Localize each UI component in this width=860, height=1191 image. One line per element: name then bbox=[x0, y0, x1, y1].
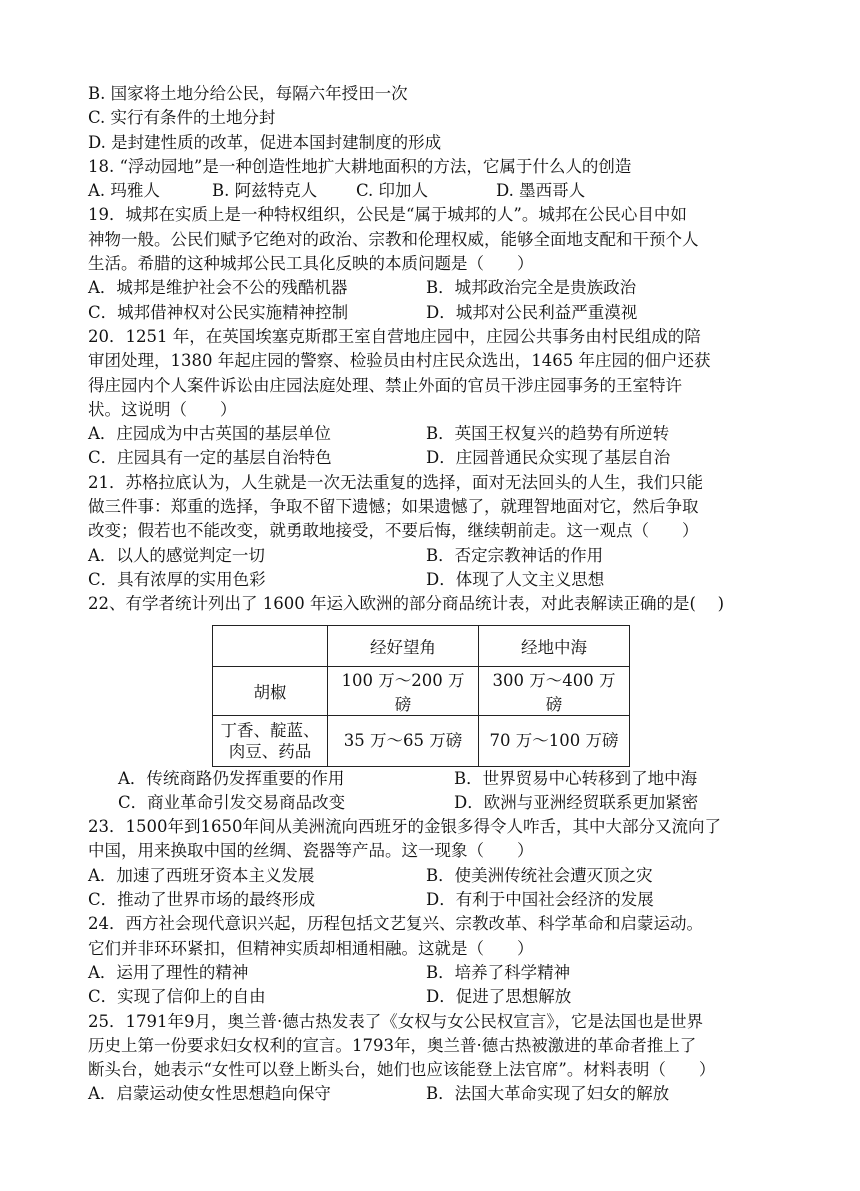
q20-stem-line-4: 状。这说明（ ） bbox=[88, 399, 237, 419]
q25-stem-line-3: 断头台，她表示“女性可以登上断头台，她们也应该能登上法官席”。材料表明（ ） bbox=[88, 1060, 716, 1080]
q20-options-ab bbox=[88, 422, 778, 446]
q22-option-d: D．欧洲与亚洲经贸联系更加紧密 bbox=[454, 792, 699, 812]
q19-option-c: C．城邦借神权对公民实施精神控制 bbox=[88, 302, 349, 322]
q19-option-d: D．城邦对公民利益严重漠视 bbox=[426, 302, 638, 322]
table-header-row bbox=[213, 625, 630, 666]
q18-option-b: B. 阿兹特克人 bbox=[212, 181, 318, 201]
q23-stem-line-2: 中国，用来换取中国的丝绸、瓷器等产品。这一现象（ ） bbox=[88, 841, 534, 861]
q19-stem-line-1: 19．城邦在实质上是一种特权组织，公民是“属于城邦的人”。城邦在公民心目中如 bbox=[88, 205, 687, 225]
table-header-cell: 经地中海 bbox=[479, 625, 630, 666]
q18-stem: 18. “浮动园地”是一种创造性地扩大耕地面积的方法，它属于什么人的创造 bbox=[88, 156, 632, 176]
commodity-table-wrap bbox=[212, 625, 778, 767]
q21-option-d: D．体现了人文主义思想 bbox=[426, 569, 605, 589]
q23-option-a: A．加速了西班牙资本主义发展 bbox=[88, 865, 315, 885]
q22-stem: 22、有学者统计列出了 1600 年运入欧洲的部分商品统计表，对此表解读正确的是( ) bbox=[88, 594, 725, 614]
table-cell: 300 万～400 万磅 bbox=[479, 666, 630, 715]
table-cell: 70 万～100 万磅 bbox=[479, 715, 630, 766]
q21-option-b: B．否定宗教神话的作用 bbox=[426, 545, 604, 565]
q25-option-b: B．法国大革命实现了妇女的解放 bbox=[426, 1084, 670, 1104]
q23-stem-line-1: 23．1500年到1650年间从美洲流向西班牙的金银多得令人咋舌，其中大部分又流向了 bbox=[88, 817, 721, 837]
q24-option-c: C．实现了信仰上的自由 bbox=[88, 987, 266, 1007]
q24-options-cd bbox=[88, 985, 778, 1009]
table-cell: 胡椒 bbox=[213, 666, 328, 715]
q25-stem-line-1: 25．1791年9月，奥兰普·德古热发表了《女权与女公民权宣言》，它是法国也是世界 bbox=[88, 1011, 703, 1031]
q19-stem-line-3: 生活。希腊的这种城邦公民工具化反映的本质问题是（ ） bbox=[88, 254, 534, 274]
q20-options-cd bbox=[88, 446, 778, 470]
q24-stem-line-1: 24．西方社会现代意识兴起，历程包括文艺复兴、宗教改革、科学革命和启蒙运动。 bbox=[88, 914, 703, 934]
q21-options-cd bbox=[88, 568, 778, 592]
q25-stem-line-2: 历史上第一份要求妇女权利的宣言。1793年，奥兰普·德古热被激进的革命者推上了 bbox=[88, 1035, 697, 1055]
q25-option-a: A．启蒙运动使女性思想趋向保守 bbox=[88, 1084, 331, 1104]
q18-options bbox=[88, 179, 778, 203]
q19-option-a: A．城邦是维护社会不公的残酷机器 bbox=[88, 278, 348, 298]
q18-option-a: A. 玛雅人 bbox=[88, 181, 160, 201]
commodity-table bbox=[212, 625, 630, 767]
q23-option-d: D．有利于中国社会经济的发展 bbox=[426, 890, 654, 910]
q24-option-a: A．运用了理性的精神 bbox=[88, 962, 249, 982]
table-header-cell: 经好望角 bbox=[328, 625, 479, 666]
q23-option-c: C．推动了世界市场的最终形成 bbox=[88, 890, 316, 910]
q17-option-b: B. 国家将土地分给公民，每隔六年授田一次 bbox=[88, 84, 408, 103]
q19-options-ab bbox=[88, 276, 778, 300]
q21-option-a: A．以人的感觉判定一切 bbox=[88, 545, 265, 565]
q17-option-c: C. 实行有条件的土地分封 bbox=[88, 108, 276, 128]
q19-options-cd bbox=[88, 301, 778, 325]
q20-stem-line-1: 20．1251 年，在英国埃塞克斯郡王室自营地庄园中，庄园公共事务由村民组成的陪 bbox=[88, 326, 701, 346]
q20-stem-line-2: 审团处理，1380 年起庄园的警察、检验员由村庄民众选出，1465 年庄园的佃户还获 bbox=[88, 351, 711, 371]
q24-stem-line-2: 它们并非环环紧扣，但精神实质却相通相融。这就是（ ） bbox=[88, 938, 534, 958]
q20-option-c: C．庄园具有一定的基层自治特色 bbox=[88, 448, 332, 468]
q21-options-ab bbox=[88, 544, 778, 568]
q22-options-cd bbox=[118, 791, 778, 815]
q22-options bbox=[88, 767, 778, 816]
q22-option-a: A．传统商路仍发挥重要的作用 bbox=[118, 768, 345, 788]
q22-options-ab bbox=[118, 767, 778, 791]
table-cell: 100 万～200 万磅 bbox=[328, 666, 479, 715]
q23-options-cd bbox=[88, 888, 778, 912]
q20-option-b: B．英国王权复兴的趋势有所逆转 bbox=[426, 424, 670, 444]
q19-option-b: B．城邦政治完全是贵族政治 bbox=[426, 278, 637, 298]
q23-option-b: B．使美洲传统社会遭灭顶之灾 bbox=[426, 865, 653, 885]
q21-stem-line-3: 改变；假若也不能改变，就勇敢地接受，不要后悔，继续朝前走。这一观点（ ） bbox=[88, 521, 699, 541]
q18-option-c: C. 印加人 bbox=[356, 181, 429, 201]
exam-page bbox=[88, 82, 778, 1107]
q21-stem-line-1: 21．苏格拉底认为，人生就是一次无法重复的选择，面对无法回头的人生，我们只能 bbox=[88, 472, 703, 492]
q20-option-a: A．庄园成为中古英国的基层单位 bbox=[88, 424, 331, 444]
table-header-cell bbox=[213, 625, 328, 666]
table-cell: 35 万～65 万磅 bbox=[328, 715, 479, 766]
q20-option-d: D．庄园普通民众实现了基层自治 bbox=[426, 448, 671, 468]
table-cell: 丁香、靛蓝、肉豆、药品 bbox=[213, 715, 328, 766]
table-row bbox=[213, 715, 630, 766]
q17-option-d: D. 是封建性质的改革，促进本国封建制度的形成 bbox=[88, 132, 442, 152]
q24-options-ab bbox=[88, 961, 778, 985]
table-row bbox=[213, 666, 630, 715]
q25-options-ab bbox=[88, 1082, 778, 1106]
q20-stem-line-3: 得庄园内个人案件诉讼由庄园法庭处理、禁止外面的官员干涉庄园事务的王室特许 bbox=[88, 375, 682, 395]
q18-option-d: D. 墨西哥人 bbox=[496, 181, 586, 201]
q21-stem-line-2: 做三件事：郑重的选择，争取不留下遗憾；如果遗憾了，就理智地面对它，然后争取 bbox=[88, 497, 699, 517]
q24-option-b: B．培养了科学精神 bbox=[426, 962, 571, 982]
q19-stem-line-2: 神物一般。公民们赋予它绝对的政治、宗教和伦理权威，能够全面地支配和干预个人 bbox=[88, 229, 699, 249]
q22-option-c: C．商业革命引发交易商品改变 bbox=[118, 792, 346, 812]
q23-options-ab bbox=[88, 864, 778, 888]
q22-option-b: B．世界贸易中心转移到了地中海 bbox=[454, 768, 698, 788]
q21-option-c: C．具有浓厚的实用色彩 bbox=[88, 569, 266, 589]
q24-option-d: D．促进了思想解放 bbox=[426, 987, 572, 1007]
